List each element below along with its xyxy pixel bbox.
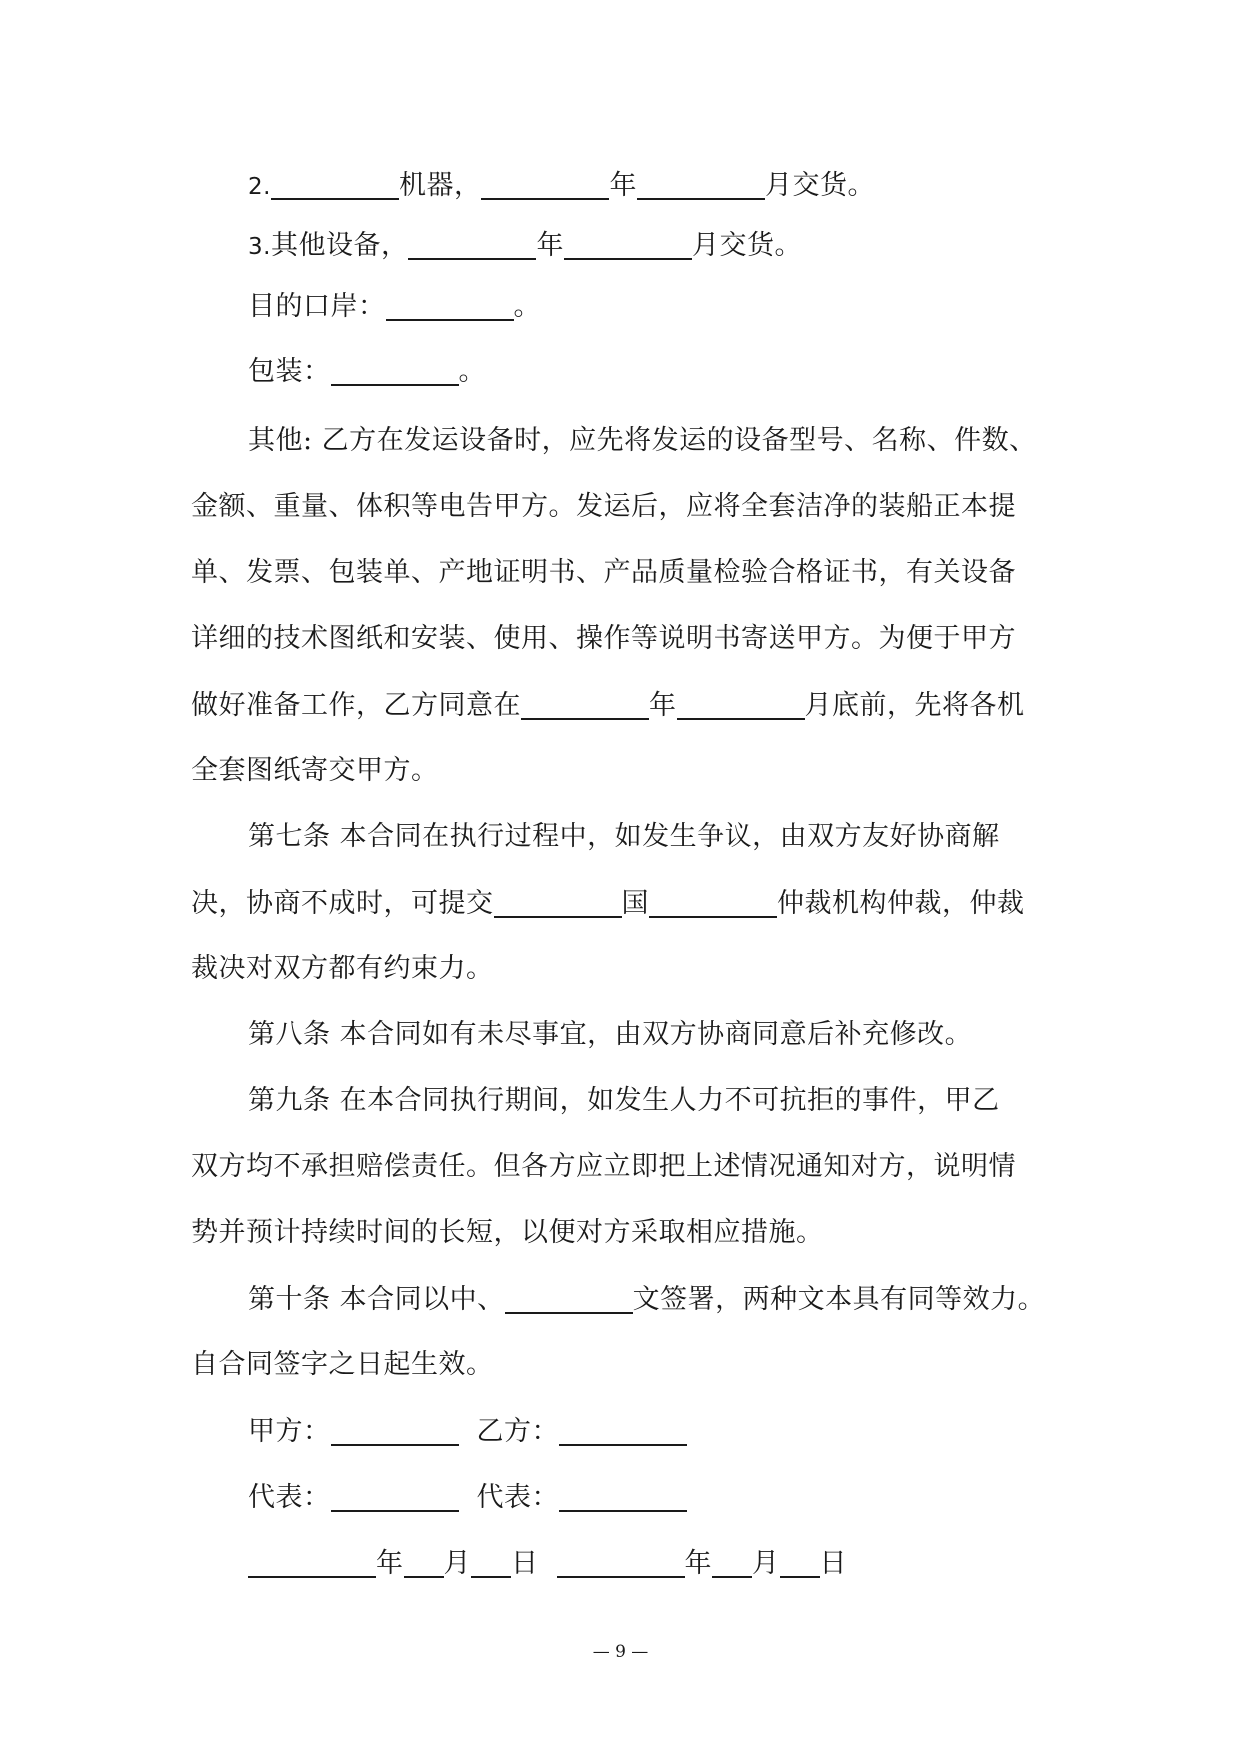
party-a-field[interactable] (331, 1414, 459, 1446)
page-number: — 9 — (592, 1642, 649, 1662)
packaging (248, 354, 486, 389)
rep-b-label: 代表： (476, 1482, 559, 1513)
destination-port (248, 289, 541, 324)
article-10 (248, 1282, 1045, 1317)
delivery-item-2 (248, 168, 875, 204)
text: 月交货。 (691, 230, 802, 261)
text: 做好准备工作，乙方同意在 (191, 690, 521, 721)
paragraph-line: 单、发票、包装单、产地证明书、产品质量检验合格证书，有关设备 (191, 557, 1016, 588)
text: 国 (621, 888, 649, 919)
text: 日 (819, 1548, 847, 1579)
month-field[interactable] (404, 1546, 444, 1578)
rep-a-label: 代表： (248, 1482, 331, 1513)
text: 仲裁机构仲裁，仲裁 (777, 888, 1025, 919)
paragraph-line (191, 886, 1025, 921)
paragraph-line: 双方均不承担赔偿责任。但各方应立即把上述情况通知对方，说明情 (191, 1151, 1016, 1182)
blank-field[interactable] (521, 688, 649, 720)
text: 年 (609, 170, 637, 201)
article-7: 第七条 本合同在执行过程中，如发生争议，由双方友好协商解 (248, 821, 1000, 852)
text: 机器， (398, 170, 482, 201)
article-8: 第八条 本合同如有未尽事宜，由双方协商同意后补充修改。 (248, 1019, 973, 1050)
paragraph-line: 裁决对双方都有约束力。 (191, 953, 494, 984)
text: 。 (458, 356, 486, 387)
party-a-label: 甲方： (248, 1416, 331, 1447)
signature-dates (248, 1546, 847, 1581)
blank-field[interactable] (386, 289, 514, 321)
representative-signatures (248, 1480, 687, 1515)
paragraph-line: 全套图纸寄交甲方。 (191, 755, 439, 786)
day-field[interactable] (471, 1546, 511, 1578)
month-field[interactable] (712, 1546, 752, 1578)
text: 年 (649, 690, 677, 721)
blank-field[interactable] (408, 228, 536, 260)
text: 月 (752, 1548, 780, 1579)
text: 决，协商不成时，可提交 (191, 888, 494, 919)
blank-field[interactable] (331, 354, 459, 386)
blank-field[interactable] (494, 886, 622, 918)
rep-b-field[interactable] (559, 1480, 687, 1512)
blank-field[interactable] (649, 886, 777, 918)
blank-field[interactable] (271, 168, 399, 200)
blank-field[interactable] (505, 1282, 633, 1314)
paragraph-line: 金额、重量、体积等电告甲方。发运后，应将全套洁净的装船正本提 (191, 491, 1016, 522)
text: 其他设备， (270, 230, 409, 261)
paragraph-line: 详细的技术图纸和安装、使用、操作等说明书寄送甲方。为便于甲方 (191, 623, 1016, 654)
paragraph-line: 势并预计持续时间的长短，以便对方采取相应措施。 (191, 1217, 824, 1248)
text: 第十条 本合同以中、 (248, 1284, 505, 1315)
item-number: 3. (248, 234, 271, 260)
paragraph-line (191, 688, 1025, 723)
text: 文签署，两种文本具有同等效力。 (632, 1284, 1046, 1315)
text: 月底前，先将各机 (804, 690, 1025, 721)
text: 年 (536, 230, 564, 261)
text: 月交货。 (764, 170, 875, 201)
rep-a-field[interactable] (331, 1480, 459, 1512)
text: 年 (684, 1548, 712, 1579)
blank-field[interactable] (481, 168, 609, 200)
article-9: 第九条 在本合同执行期间，如发生人力不可抗拒的事件，甲乙 (248, 1085, 1000, 1116)
text: 月 (443, 1548, 471, 1579)
year-field[interactable] (557, 1546, 685, 1578)
paragraph-line: 自合同签字之日起生效。 (191, 1349, 494, 1380)
text: 包装： (248, 356, 331, 387)
day-field[interactable] (780, 1546, 820, 1578)
paragraph-line: 其他: 乙方在发运设备时，应先将发运的设备型号、名称、件数、 (248, 425, 1037, 456)
party-b-field[interactable] (559, 1414, 687, 1446)
text: 目的口岸： (248, 291, 386, 322)
year-field[interactable] (248, 1546, 376, 1578)
text: 年 (376, 1548, 404, 1579)
delivery-item-3 (248, 228, 802, 264)
blank-field[interactable] (677, 688, 805, 720)
blank-field[interactable] (637, 168, 765, 200)
party-b-label: 乙方： (476, 1416, 559, 1447)
text: 。 (513, 291, 541, 322)
party-signatures (248, 1414, 687, 1449)
text: 日 (511, 1548, 539, 1579)
blank-field[interactable] (564, 228, 692, 260)
item-number: 2. (248, 174, 271, 200)
